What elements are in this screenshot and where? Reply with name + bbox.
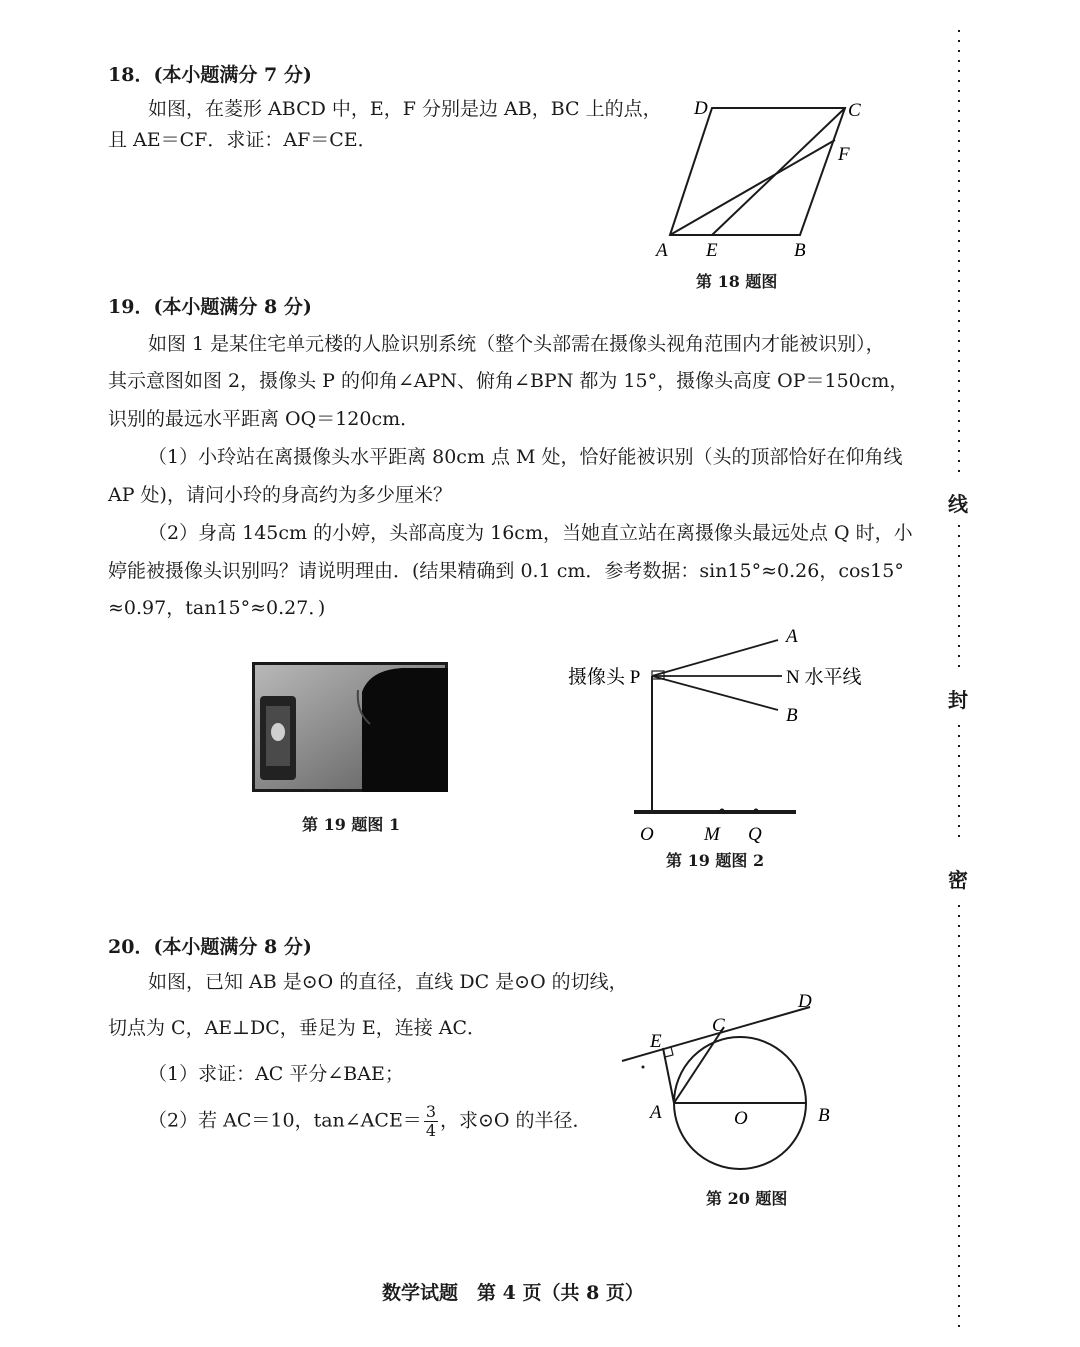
- label-c: C: [712, 1015, 725, 1036]
- q20-heading: 20．(本小题满分 8 分): [108, 936, 312, 958]
- q18-heading: 18．(本小题满分 7 分): [108, 64, 312, 86]
- q19-line-3: 识别的最远水平距离 OQ＝120cm．: [108, 408, 420, 430]
- q19-heading: 19．(本小题满分 8 分): [108, 296, 312, 318]
- label-q: Q: [748, 824, 762, 845]
- q19-line-7: 婷能被摄像头识别吗？请说明理由．(结果精确到 0.1 cm．参考数据：sin15°≈0.26，cos15°: [108, 560, 904, 582]
- q20-part2-suffix: ，求⊙O 的半径．: [440, 1109, 592, 1132]
- label-a: A: [786, 626, 798, 647]
- label-b: B: [818, 1105, 830, 1126]
- q20-line-2: 切点为 C，AE⊥DC，垂足为 E，连接 AC．: [108, 1017, 487, 1039]
- page-footer: 数学试题 第 4 页（共 8 页）: [382, 1282, 644, 1304]
- label-b: B: [786, 705, 798, 726]
- q19-line-2: 其示意图如图 2，摄像头 P 的仰角∠APN、俯角∠BPN 都为 15°，摄像头高度 OP＝150cm，: [108, 370, 909, 392]
- margin-char-xian: 线: [948, 492, 968, 516]
- label-f: F: [838, 144, 850, 165]
- fraction: [424, 1104, 438, 1139]
- label-e: E: [650, 1031, 662, 1052]
- q19-line-5: AP 处)，请问小玲的身高约为多少厘米？: [108, 484, 452, 506]
- label-o: O: [734, 1108, 748, 1129]
- label-m: M: [704, 824, 720, 845]
- fraction-denominator: 4: [425, 1121, 436, 1140]
- label-camera-p: 摄像头 P: [568, 667, 641, 688]
- label-a: A: [656, 240, 668, 261]
- fraction-numerator: 3: [425, 1102, 436, 1121]
- q19-line-6: （2）身高 145cm 的小婷，头部高度为 16cm，当她直立站在离摄像头最远处点 Q 时，小: [148, 522, 913, 544]
- label-b: B: [794, 240, 806, 261]
- q20-line-1: 如图，已知 AB 是⊙O 的直径，直线 DC 是⊙O 的切线，: [148, 971, 628, 993]
- label-c: C: [848, 100, 861, 121]
- q18-line-2: 且 AE＝CF．求证：AF＝CE．: [108, 129, 377, 151]
- q18-caption: 第 18 题图: [696, 272, 778, 291]
- label-a: A: [650, 1102, 662, 1123]
- q19-caption-2: 第 19 题图 2: [666, 851, 765, 870]
- q19-caption-1: 第 19 题图 1: [302, 815, 401, 834]
- margin-char-feng: 封: [948, 688, 968, 712]
- q19-line-1: 如图 1 是某住宅单元楼的人脸识别系统（整个头部需在摄像头视角范围内才能被识别），: [148, 333, 885, 355]
- circle-tangent-figure: [610, 985, 850, 1180]
- margin-char-mi: 密: [948, 868, 968, 892]
- label-n-horizontal: N 水平线: [786, 667, 862, 688]
- rhombus-figure: [650, 88, 880, 268]
- q19-line-8: ≈0.97，tan15°≈0.27．): [108, 597, 326, 619]
- q20-line-4: [148, 1104, 592, 1139]
- label-d: D: [694, 98, 708, 119]
- q18-line-1: 如图，在菱形 ABCD 中，E，F 分别是边 AB，BC 上的点，: [148, 98, 662, 120]
- face-recognition-photo: [252, 662, 448, 792]
- q20-part2-prefix: （2）若 AC＝10，tan∠ACE＝: [148, 1109, 422, 1132]
- label-e: E: [706, 240, 718, 261]
- label-d: D: [798, 991, 812, 1012]
- q20-line-3: （1）求证：AC 平分∠BAE；: [148, 1063, 404, 1085]
- camera-diagram: [560, 620, 880, 845]
- q20-caption: 第 20 题图: [706, 1189, 788, 1208]
- label-o: O: [640, 824, 654, 845]
- q19-line-4: （1）小玲站在离摄像头水平距离 80cm 点 M 处，恰好能被识别（头的顶部恰好在仰角线: [148, 446, 903, 468]
- binding-dotted-line: [950, 0, 970, 1347]
